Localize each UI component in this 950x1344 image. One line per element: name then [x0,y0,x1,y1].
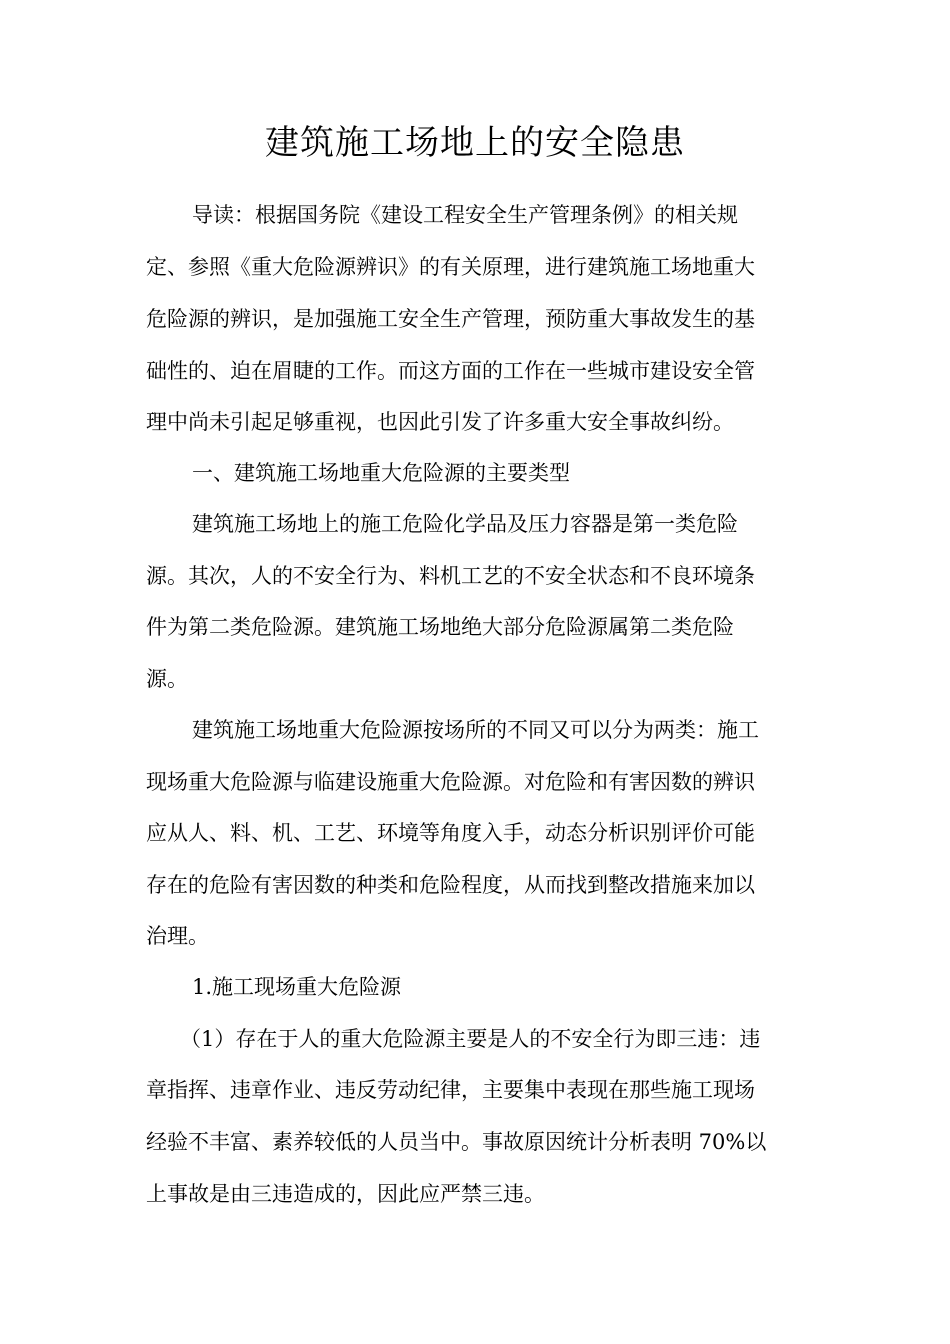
paragraph-line: 定、参照《重大危险源辨识》的有关原理，进行建筑施工场地重大 [146,255,755,279]
paragraph-line: 导读：根据国务院《建设工程安全生产管理条例》的相关规 [192,203,738,227]
paragraph-line: 章指挥、违章作业、违反劳动纪律，主要集中表现在那些施工现场 [146,1078,755,1102]
paragraph-line: 危险源的辨识，是加强施工安全生产管理，预防重大事故发生的基 [146,307,755,331]
paragraph-line: 础性的、迫在眉睫的工作。而这方面的工作在一些城市建设安全管 [146,359,755,383]
paragraph-line: 源。 [146,667,188,691]
paragraph-line: 存在的危险有害因数的种类和危险程度，从而找到整改措施来加以 [146,873,755,897]
paragraph-line: 件为第二类危险源。建筑施工场地绝大部分危险源属第二类危险 [146,615,734,639]
paragraph-line: （1）存在于人的重大危险源主要是人的不安全行为即三违：违 [180,1027,761,1051]
paragraph-line: 建筑施工场地上的施工危险化学品及压力容器是第一类危险 [192,512,738,536]
paragraph-line: 应从人、料、机、工艺、环境等角度入手，动态分析识别评价可能 [146,821,755,845]
paragraph-line: 建筑施工场地重大危险源按场所的不同又可以分为两类：施工 [192,718,759,742]
paragraph-line: 源。其次，人的不安全行为、料机工艺的不安全状态和不良环境条 [146,564,755,588]
paragraph-line: 治理。 [146,924,209,948]
paragraph-line: 经验不丰富、素养较低的人员当中。事故原因统计分析表明 70%以 [146,1130,767,1154]
document-title: 建筑施工场地上的安全隐患 [265,123,685,163]
section-heading: 一、建筑施工场地重大危险源的主要类型 [192,461,570,485]
paragraph-line: 上事故是由三违造成的，因此应严禁三违。 [146,1182,545,1206]
subsection-heading: 1.施工现场重大危险源 [192,975,402,999]
paragraph-line: 理中尚未引起足够重视，也因此引发了许多重大安全事故纠纷。 [146,410,734,434]
paragraph-line: 现场重大危险源与临建设施重大危险源。对危险和有害因数的辨识 [146,770,755,794]
